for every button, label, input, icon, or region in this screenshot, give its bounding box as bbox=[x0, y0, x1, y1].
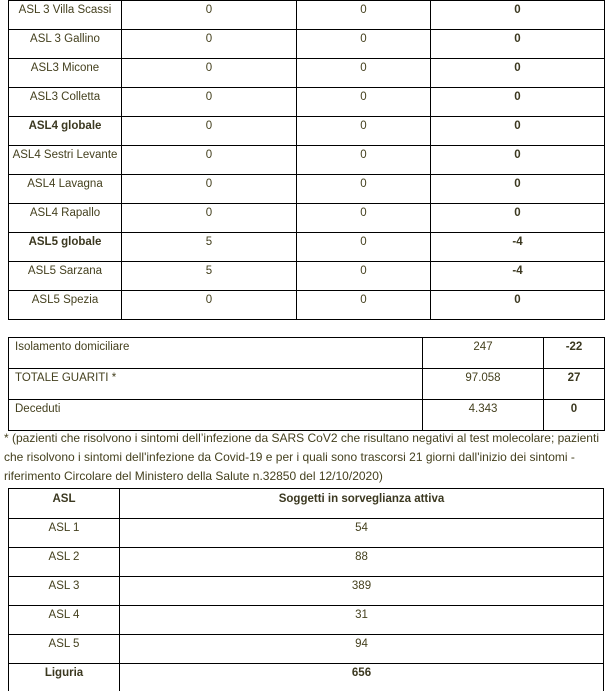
row-label: ASL 2 bbox=[9, 548, 120, 577]
surveillance-table bbox=[8, 488, 604, 691]
cell-value: 94 bbox=[120, 635, 604, 664]
row-label: ASL4 Sestri Levante bbox=[9, 146, 122, 175]
cell-value: 389 bbox=[120, 577, 604, 606]
table-row bbox=[9, 146, 605, 175]
table-row bbox=[9, 606, 604, 635]
row-label: Isolamento domiciliare bbox=[9, 338, 423, 369]
table-row bbox=[9, 204, 605, 233]
table-row bbox=[9, 291, 605, 320]
row-label: ASL 5 bbox=[9, 635, 120, 664]
cell-delta: 0 bbox=[431, 117, 605, 146]
cell-delta: 0 bbox=[431, 175, 605, 204]
column-header-subjects: Soggetti in sorveglianza attiva bbox=[120, 489, 604, 519]
table-row bbox=[9, 233, 605, 262]
table-row bbox=[9, 1, 605, 30]
table-row bbox=[9, 117, 605, 146]
row-label: TOTALE GUARITI * bbox=[9, 369, 423, 400]
row-label: ASL 3 bbox=[9, 577, 120, 606]
row-label: ASL5 Spezia bbox=[9, 291, 122, 320]
cell-value: 0 bbox=[122, 59, 297, 88]
table-row bbox=[9, 59, 605, 88]
table-row bbox=[9, 548, 604, 577]
cell-value: 0 bbox=[122, 291, 297, 320]
cell-value: 0 bbox=[297, 146, 431, 175]
cell-delta: 0 bbox=[431, 59, 605, 88]
table-row bbox=[9, 30, 605, 59]
cell-value: 5 bbox=[122, 262, 297, 291]
cell-value: 0 bbox=[297, 175, 431, 204]
cell-delta: 27 bbox=[544, 369, 605, 400]
cell-value: 247 bbox=[423, 338, 544, 369]
cell-value: 0 bbox=[297, 59, 431, 88]
row-label: ASL 4 bbox=[9, 606, 120, 635]
cell-value: 656 bbox=[120, 664, 604, 691]
cell-value: 0 bbox=[122, 175, 297, 204]
cell-delta: 0 bbox=[431, 30, 605, 59]
table-row bbox=[9, 338, 605, 369]
cell-delta: 0 bbox=[431, 146, 605, 175]
table-row bbox=[9, 577, 604, 606]
cell-value: 5 bbox=[122, 233, 297, 262]
cell-value: 4.343 bbox=[423, 400, 544, 431]
cell-value: 0 bbox=[297, 117, 431, 146]
cell-delta: -4 bbox=[431, 233, 605, 262]
row-label: ASL5 Sarzana bbox=[9, 262, 122, 291]
cell-value: 0 bbox=[122, 1, 297, 30]
cell-value: 0 bbox=[122, 204, 297, 233]
footnote: * (pazienti che risolvono i sintomi dell’infezione da SARS CoV2 che risultano negativi al test molecolare; pazienti che risolvono i sintomi dell'infezione da Covid-19 e per i quali sono trascorsi 21 giorni dall'inizio dei sintomi - riferimento Circolare del Ministero della Salute n.32850 del 12/10/2020) bbox=[4, 431, 599, 483]
cell-value: 0 bbox=[297, 88, 431, 117]
cell-delta: -4 bbox=[431, 262, 605, 291]
cell-value: 97.058 bbox=[423, 369, 544, 400]
row-label: ASL3 Colletta bbox=[9, 88, 122, 117]
row-label: Liguria bbox=[9, 664, 120, 691]
cell-value: 0 bbox=[297, 291, 431, 320]
table-row bbox=[9, 635, 604, 664]
asl-detail-table bbox=[8, 0, 605, 320]
cell-delta: 0 bbox=[544, 400, 605, 431]
cell-delta: 0 bbox=[431, 291, 605, 320]
row-label: ASL5 globale bbox=[9, 233, 122, 262]
cell-delta: 0 bbox=[431, 204, 605, 233]
cell-value: 54 bbox=[120, 519, 604, 548]
cell-value: 0 bbox=[297, 30, 431, 59]
cell-value: 0 bbox=[297, 1, 431, 30]
table-row bbox=[9, 400, 605, 431]
table-row bbox=[9, 369, 605, 400]
cell-value: 0 bbox=[297, 262, 431, 291]
column-header-asl: ASL bbox=[9, 489, 120, 519]
cell-delta: 0 bbox=[431, 1, 605, 30]
cell-value: 0 bbox=[122, 30, 297, 59]
cell-delta: 0 bbox=[431, 88, 605, 117]
totals-summary-table bbox=[8, 337, 605, 431]
cell-value: 31 bbox=[120, 606, 604, 635]
row-label: ASL 3 Gallino bbox=[9, 30, 122, 59]
row-label: ASL4 Rapallo bbox=[9, 204, 122, 233]
cell-value: 0 bbox=[122, 117, 297, 146]
row-label: ASL4 Lavagna bbox=[9, 175, 122, 204]
row-label: ASL 3 Villa Scassi bbox=[9, 1, 122, 30]
table-row bbox=[9, 664, 604, 691]
cell-value: 88 bbox=[120, 548, 604, 577]
table-header-row bbox=[9, 489, 604, 519]
row-label: ASL4 globale bbox=[9, 117, 122, 146]
table-row bbox=[9, 88, 605, 117]
cell-value: 0 bbox=[297, 233, 431, 262]
table-row bbox=[9, 519, 604, 548]
row-label: ASL3 Micone bbox=[9, 59, 122, 88]
table-row bbox=[9, 175, 605, 204]
table-row bbox=[9, 262, 605, 291]
row-label: Deceduti bbox=[9, 400, 423, 431]
row-label: ASL 1 bbox=[9, 519, 120, 548]
cell-value: 0 bbox=[297, 204, 431, 233]
cell-value: 0 bbox=[122, 88, 297, 117]
cell-delta: -22 bbox=[544, 338, 605, 369]
cell-value: 0 bbox=[122, 146, 297, 175]
